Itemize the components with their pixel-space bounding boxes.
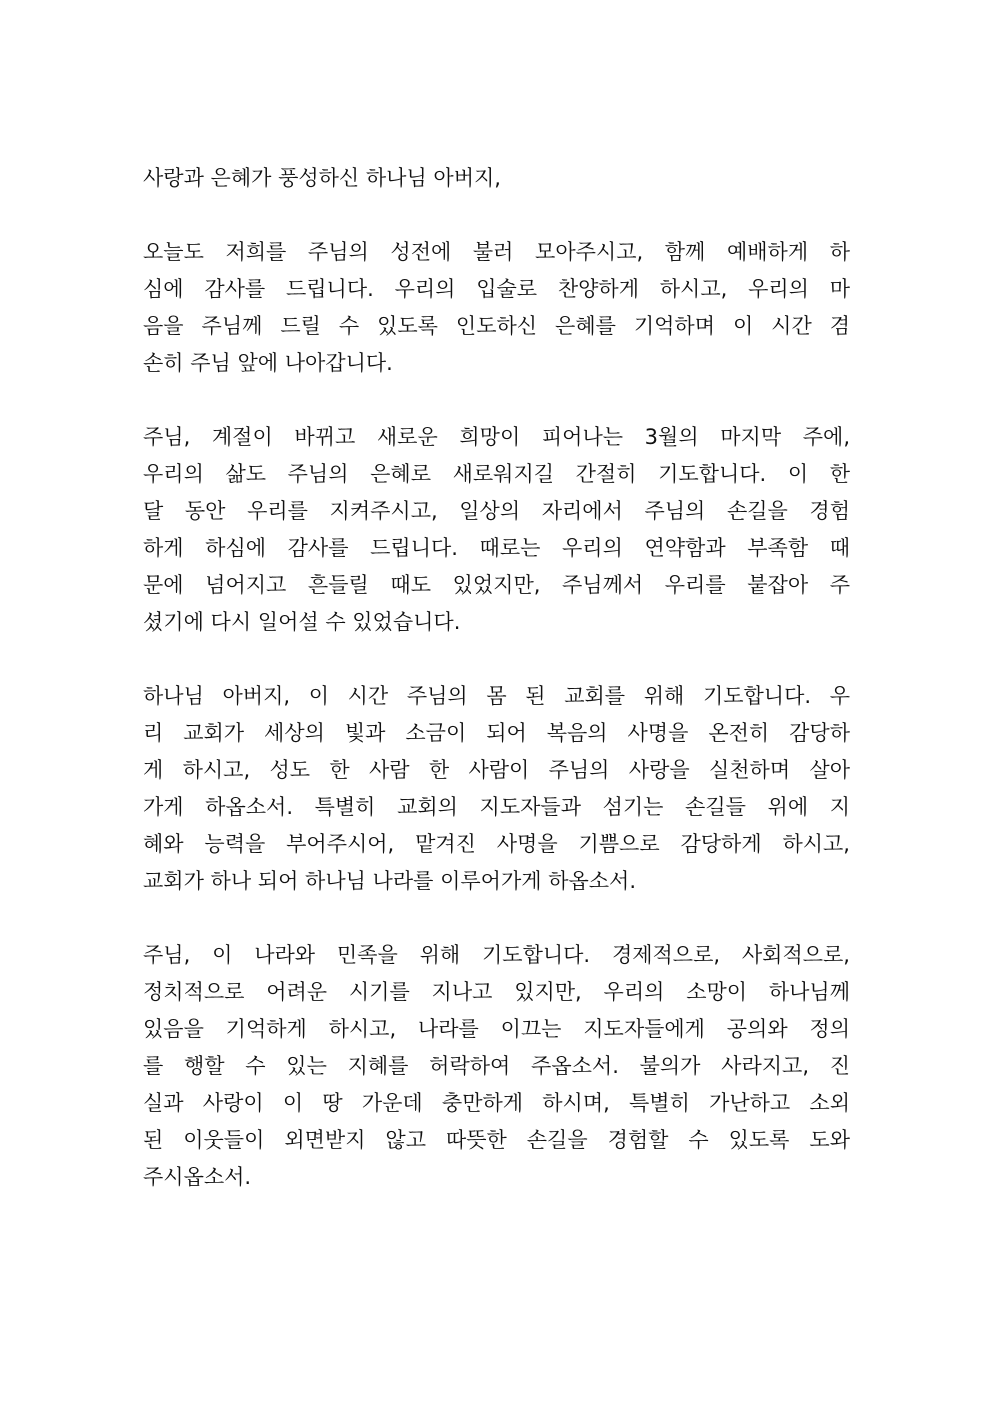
- text-line: 손히 주님 앞에 나아갑니다.: [143, 351, 393, 375]
- text-line: 된 이웃들이 외면받지 않고 따뜻한 손길을 경험할 수 있도록 도와: [143, 1128, 850, 1152]
- text-line: 교회가 하나 되어 하나님 나라를 이루어가게 하옵소서.: [143, 869, 637, 893]
- text-line: 주님, 계절이 바뀌고 새로운 희망이 피어나는 3월의 마지막 주에,: [143, 425, 850, 449]
- text-line: 정치적으로 어려운 시기를 지나고 있지만, 우리의 소망이 하나님께: [143, 980, 850, 1004]
- text-line: 달 동안 우리를 지켜주시고, 일상의 자리에서 주님의 손길을 경험: [143, 499, 850, 523]
- paragraph-church: [143, 678, 850, 900]
- text-line: 오늘도 저희를 주님의 성전에 불러 모아주시고, 함께 예배하게 하: [143, 240, 850, 264]
- text-line: 하나님 아버지, 이 시간 주님의 몸 된 교회를 위해 기도합니다. 우: [143, 684, 850, 708]
- greeting: [143, 160, 850, 197]
- text-line: 주시옵소서.: [143, 1165, 252, 1189]
- paragraph-nation: [143, 937, 850, 1196]
- text-line: 음을 주님께 드릴 수 있도록 인도하신 은혜를 기억하며 이 시간 겸: [143, 314, 850, 338]
- text-line: 심에 감사를 드립니다. 우리의 입술로 찬양하게 하시고, 우리의 마: [143, 277, 850, 301]
- text-line: 리 교회가 세상의 빛과 소금이 되어 복음의 사명을 온전히 감당하: [143, 721, 850, 745]
- text-line: 실과 사랑이 이 땅 가운데 충만하게 하시며, 특별히 가난하고 소외: [143, 1091, 850, 1115]
- text-line: 우리의 삶도 주님의 은혜로 새로워지길 간절히 기도합니다. 이 한: [143, 462, 850, 486]
- text-line: 혜와 능력을 부어주시어, 맡겨진 사명을 기쁨으로 감당하게 하시고,: [143, 832, 850, 856]
- text-line: 게 하시고, 성도 한 사람 한 사람이 주님의 사랑을 실천하며 살아: [143, 758, 850, 782]
- text-line: 있음을 기억하게 하시고, 나라를 이끄는 지도자들에게 공의와 정의: [143, 1017, 850, 1041]
- text-line: 문에 넘어지고 흔들릴 때도 있었지만, 주님께서 우리를 붙잡아 주: [143, 573, 850, 597]
- text-line: 가게 하옵소서. 특별히 교회의 지도자들과 섬기는 손길들 위에 지: [143, 795, 850, 819]
- prayer-document: [143, 160, 850, 1233]
- text-line: 셨기에 다시 일어설 수 있었습니다.: [143, 610, 461, 634]
- paragraph-thanksgiving: [143, 234, 850, 382]
- text-line: 를 행할 수 있는 지혜를 허락하여 주옵소서. 불의가 사라지고, 진: [143, 1054, 850, 1078]
- text-line: 하게 하심에 감사를 드립니다. 때로는 우리의 연약함과 부족함 때: [143, 536, 850, 560]
- paragraph-season: [143, 419, 850, 641]
- text-line: 주님, 이 나라와 민족을 위해 기도합니다. 경제적으로, 사회적으로,: [143, 943, 850, 967]
- greeting-line: 사랑과 은혜가 풍성하신 하나님 아버지,: [143, 166, 501, 190]
